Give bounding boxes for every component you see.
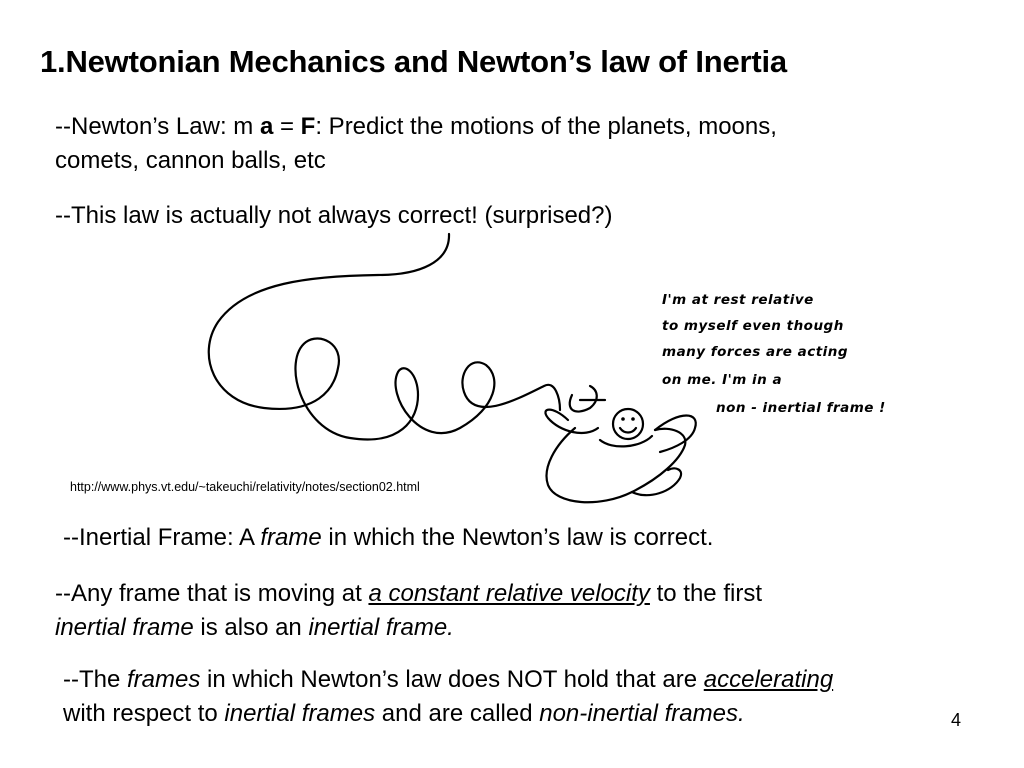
- italic-term: inertial frame.: [308, 614, 454, 641]
- bullet-non-inertial-line2: [63, 699, 745, 729]
- bullet-inertial-frame: [63, 523, 713, 553]
- italic-term: frames: [127, 666, 201, 693]
- italic-term: inertial frame: [55, 614, 194, 641]
- source-url[interactable]: http://www.phys.vt.edu/~takeuchi/relativity/notes/section02.html: [70, 480, 420, 494]
- text: in which the Newton’s law is correct.: [321, 524, 714, 551]
- handwriting-line-3: many forces are acting: [662, 344, 849, 360]
- text: --Any frame that is moving at: [55, 580, 369, 607]
- text: --Newton’s Law: m: [55, 113, 260, 140]
- text: --The: [63, 666, 128, 693]
- airplane-propeller: [570, 386, 605, 412]
- airplane-tail: [632, 468, 681, 495]
- handwriting-line-1: I'm at rest relative: [662, 292, 814, 308]
- text: and are called: [375, 700, 540, 727]
- bullet-not-always-correct: --This law is actually not always correct! (surprised?): [55, 202, 613, 229]
- bullet-non-inertial-line1: [63, 665, 833, 695]
- pilot-eye-right: [631, 417, 635, 421]
- airplane-cockpit: [600, 436, 652, 446]
- pilot-head: [613, 409, 643, 439]
- text: is also an: [193, 614, 309, 641]
- symbol-f: F: [300, 113, 316, 140]
- handwriting-line-2: to myself even though: [662, 318, 844, 334]
- flight-trail: [209, 234, 560, 439]
- underlined-term: a constant relative velocity: [368, 580, 650, 607]
- bullet-constant-velocity-line2: [55, 613, 454, 643]
- page-number: 4: [951, 710, 962, 730]
- text: in which Newton’s law does NOT hold that are: [200, 666, 704, 693]
- slide-title: 1.Newtonian Mechanics and Newton’s law of Inertia: [40, 44, 787, 79]
- text: with respect to: [63, 700, 225, 727]
- italic-term: inertial frames: [224, 700, 376, 727]
- pilot-smile: [620, 428, 636, 433]
- text: to the first: [649, 580, 762, 607]
- bullet-newtons-law-line2: comets, cannon balls, etc: [55, 147, 326, 174]
- text: --Inertial Frame: A: [63, 524, 261, 551]
- text: =: [273, 113, 301, 140]
- handwriting-line-4: on me. I'm in a: [662, 372, 783, 388]
- symbol-a: a: [259, 113, 274, 140]
- underlined-term: accelerating: [703, 666, 834, 693]
- text: : Predict the motions of the planets, moons,: [315, 113, 777, 140]
- pilot-eye-left: [621, 417, 625, 421]
- handwriting-line-5: non - inertial frame !: [716, 400, 886, 416]
- italic-term: non-inertial frames.: [539, 700, 745, 727]
- italic-term: frame: [260, 524, 322, 551]
- bullet-constant-velocity-line1: [55, 579, 762, 609]
- airplane-wing-right: [655, 416, 696, 453]
